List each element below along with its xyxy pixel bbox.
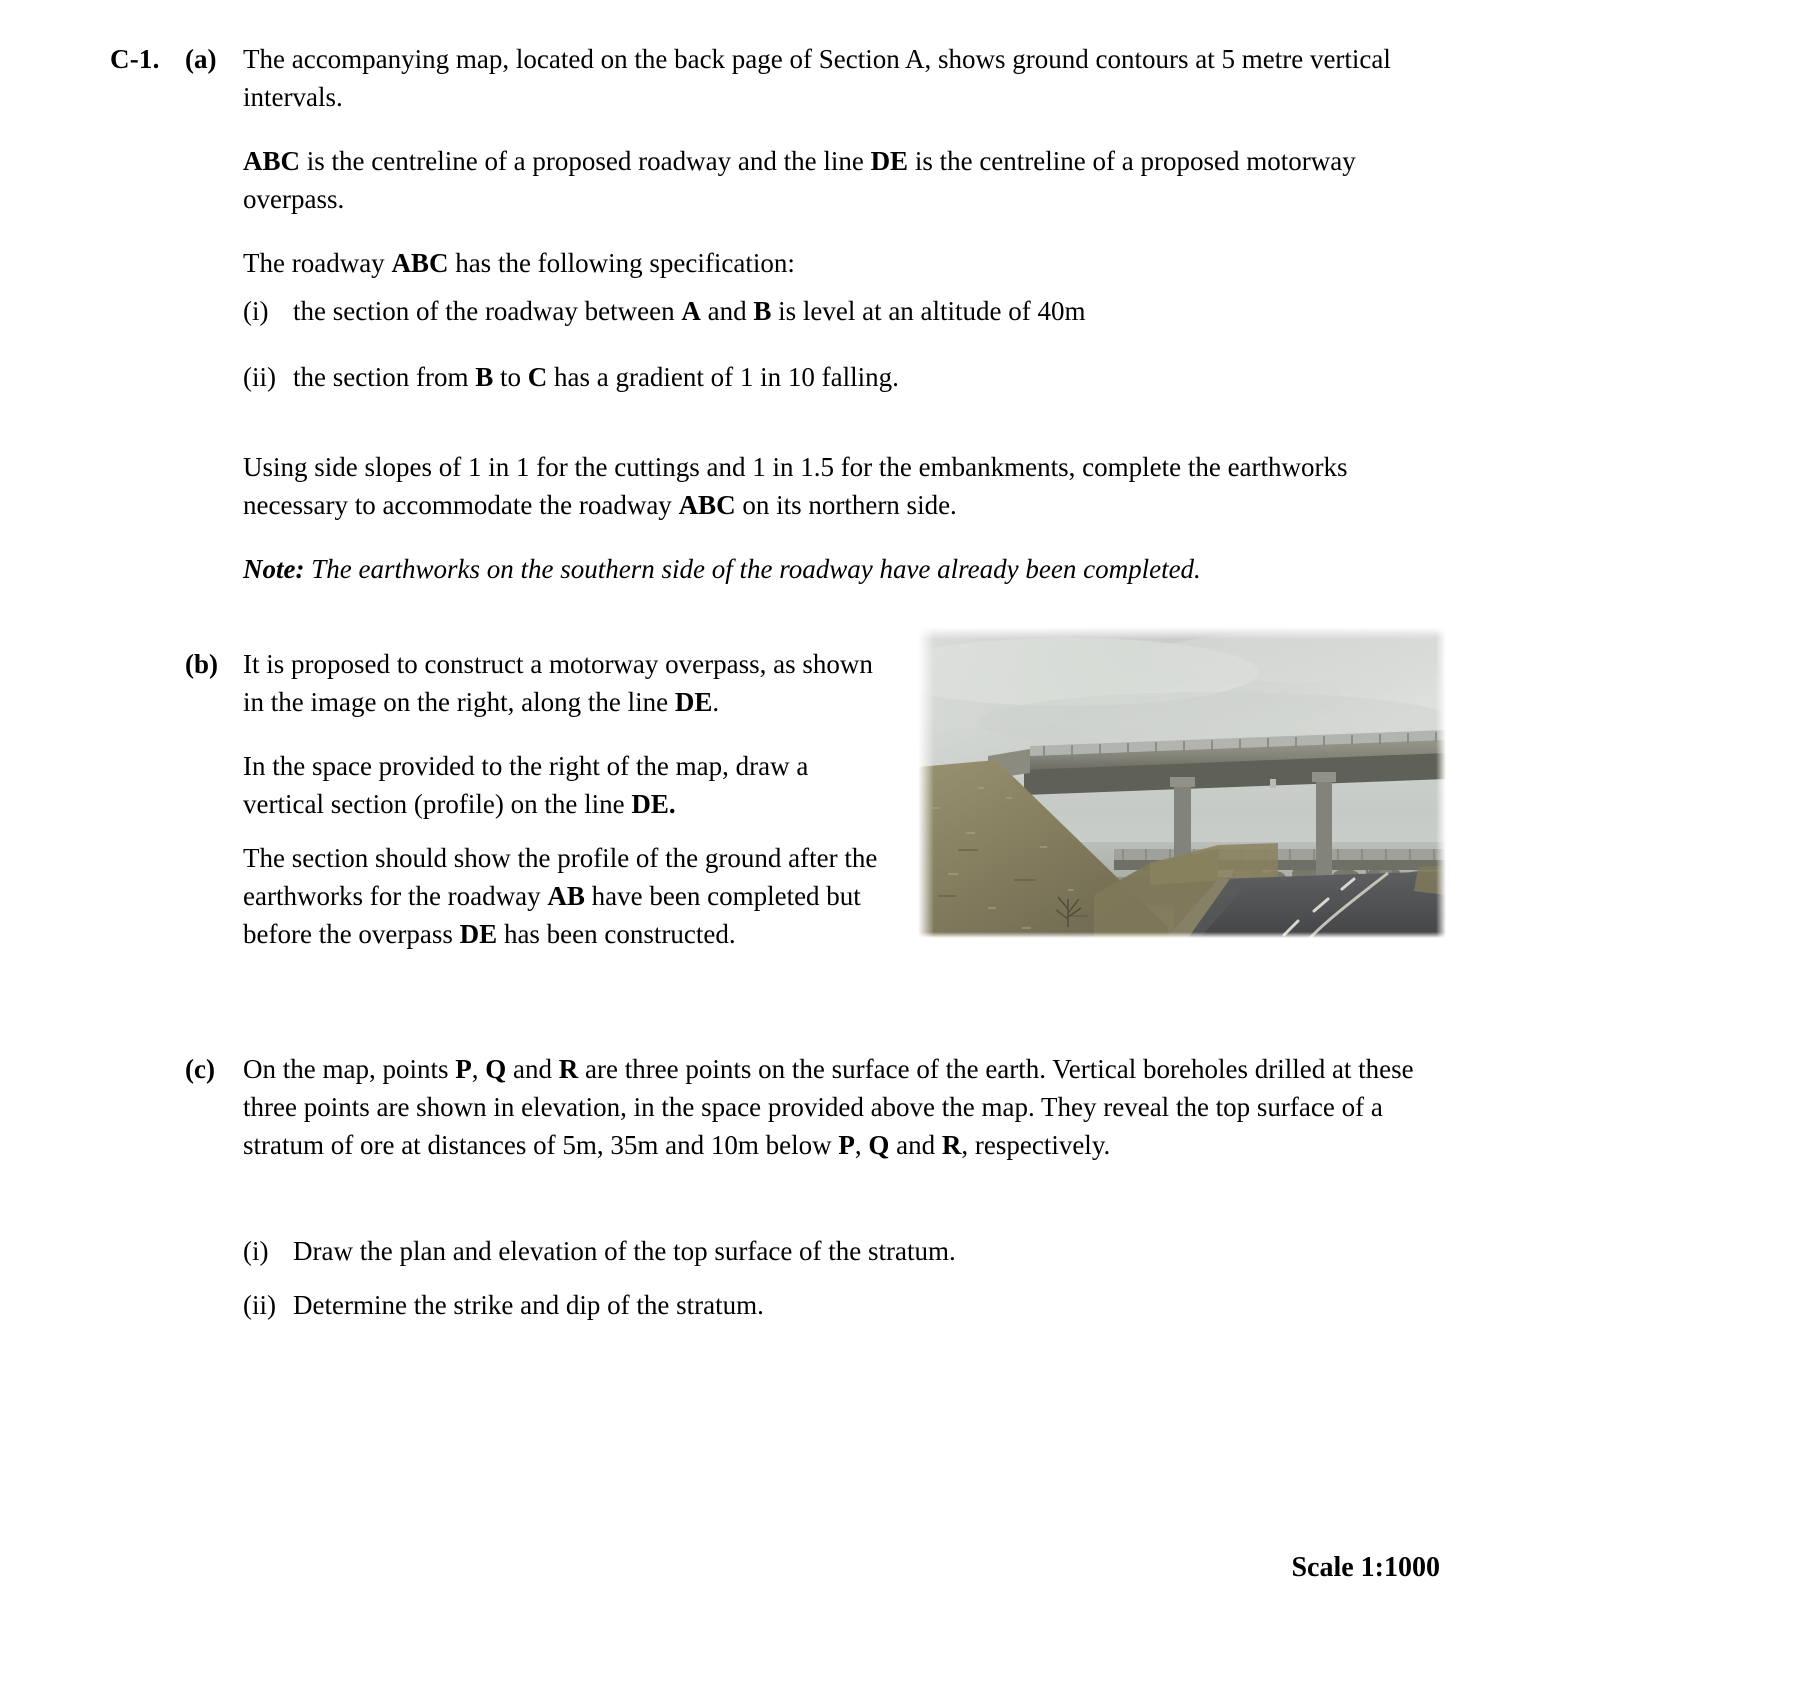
part-b-body — [243, 645, 883, 953]
list-item — [243, 358, 1433, 396]
part-a-p4-post: on its northern side. — [735, 490, 957, 520]
label-a: A — [681, 296, 701, 326]
part-b-paragraph-2 — [243, 747, 883, 823]
label-r: R — [558, 1054, 579, 1084]
list-item — [243, 1286, 1433, 1324]
part-c-item-ii-text: Determine the strike and dip of the stratum. — [293, 1290, 764, 1320]
overpass-photo — [918, 627, 1446, 938]
part-c-p1-s3: are three points on the surface of the earth. Vertical boreholes drilled at these three points are shown in elevation, in the space provided above the map. They reveal the top surface of a stratum of ore at distances of 5m, 35m and 10m below — [243, 1054, 1414, 1160]
scale-label: Scale 1:1000 — [1291, 1552, 1440, 1583]
label-ab: AB — [547, 881, 585, 911]
part-c-label: (c) — [185, 1054, 215, 1084]
part-c-p1-s1: , — [471, 1054, 486, 1084]
part-b-p3-pre: The section should show the profile of the ground after the earthworks for the roadway — [243, 843, 878, 911]
part-a-item-i-post: is level at an altitude of 40m — [771, 296, 1086, 326]
part-a-item-ii-mid: to — [493, 362, 528, 392]
part-b-paragraph-3 — [243, 839, 883, 953]
part-a-item-ii-post: has a gradient of 1 in 10 falling. — [547, 362, 899, 392]
part-b-p2-pre: In the space provided to the right of the map, draw a vertical section (profile) on the line — [243, 751, 809, 819]
part-a-item-i-pre: the section of the roadway between — [293, 296, 682, 326]
part-c-p1-s5: and — [889, 1130, 942, 1160]
overpass-photo-graphic — [918, 627, 1446, 938]
label-de-1: DE — [870, 146, 909, 176]
part-b-label: (b) — [185, 649, 218, 679]
label-de-4: DE — [459, 919, 498, 949]
part-c-body — [243, 1050, 1433, 1164]
label-q: Q — [485, 1054, 507, 1084]
overpass-photo-inner — [918, 627, 1446, 938]
part-a-p1-text: The accompanying map, located on the back page of Section A, shows ground contours at 5 metre vertical intervals. — [243, 44, 1391, 112]
list-item — [243, 1232, 1433, 1270]
part-a-note — [243, 550, 1373, 588]
part-b-p3-post: has been constructed. — [497, 919, 736, 949]
part-a-item-i-mid: and — [700, 296, 754, 326]
part-a-p3-pre: The roadway — [243, 248, 392, 278]
part-c-p1-pre: On the map, points — [243, 1054, 456, 1084]
part-c-paragraph-1 — [243, 1050, 1433, 1164]
part-b-paragraph-1 — [243, 645, 883, 721]
part-a-p2-mid: is the centreline of a proposed roadway and the line — [300, 146, 871, 176]
question-number: C-1. — [110, 44, 160, 74]
part-a-item-ii-pre: the section from — [293, 362, 476, 392]
part-b-p1-pre: It is proposed to construct a motorway overpass, as shown in the image on the right, along the line — [243, 649, 873, 717]
part-c-item-ii-mark: (ii) — [243, 1290, 276, 1320]
part-a-p3-post: has the following specification: — [448, 248, 795, 278]
part-a-item-ii-mark: (ii) — [243, 362, 276, 392]
note-text: The earthworks on the southern side of the roadway have already been completed. — [304, 554, 1201, 584]
label-p: P — [455, 1054, 472, 1084]
part-a-paragraph-3 — [243, 244, 1443, 282]
label-p-2: P — [838, 1130, 855, 1160]
part-a-item-i-mark: (i) — [243, 296, 269, 326]
part-a-p2-post: is the centreline of a proposed motorway overpass. — [243, 146, 1356, 214]
part-a-paragraph-1 — [243, 40, 1443, 116]
part-c-item-i-mark: (i) — [243, 1236, 269, 1266]
part-c-sub-items — [243, 1232, 1433, 1324]
label-c: C — [527, 362, 548, 392]
part-a-item-i-text — [293, 292, 1433, 330]
label-q-2: Q — [868, 1130, 890, 1160]
part-a-p4-pre: Using side slopes of 1 in 1 for the cuttings and 1 in 1.5 for the embankments, complete the earthworks necessary to accommodate the roadway — [243, 452, 1348, 520]
label-b: B — [753, 296, 772, 326]
part-a-paragraph-2 — [243, 142, 1443, 218]
part-a-paragraph-4 — [243, 448, 1373, 524]
part-a-item-ii-text — [293, 358, 1433, 396]
label-abc-1: ABC — [243, 146, 301, 176]
label-de-3: DE. — [631, 789, 676, 819]
part-a-label: (a) — [185, 44, 217, 74]
list-item — [243, 292, 1433, 330]
part-b-p3-mid: have been completed but before the overpass — [243, 881, 861, 949]
part-a-closing — [243, 448, 1373, 588]
part-a-body — [243, 40, 1443, 282]
part-c-p1-s2: and — [506, 1054, 559, 1084]
part-c-item-i-text: Draw the plan and elevation of the top surface of the stratum. — [293, 1236, 956, 1266]
part-c-p1-s6: , respectively. — [961, 1130, 1111, 1160]
part-b-p1-post: . — [712, 687, 720, 717]
label-abc-2: ABC — [391, 248, 449, 278]
note-label: Note: — [243, 554, 305, 584]
part-a-sub-items — [243, 292, 1433, 396]
label-de-2: DE — [674, 687, 713, 717]
part-c-p1-s4: , — [854, 1130, 869, 1160]
label-r-2: R — [941, 1130, 962, 1160]
label-abc-3: ABC — [678, 490, 736, 520]
label-b-2: B — [475, 362, 494, 392]
